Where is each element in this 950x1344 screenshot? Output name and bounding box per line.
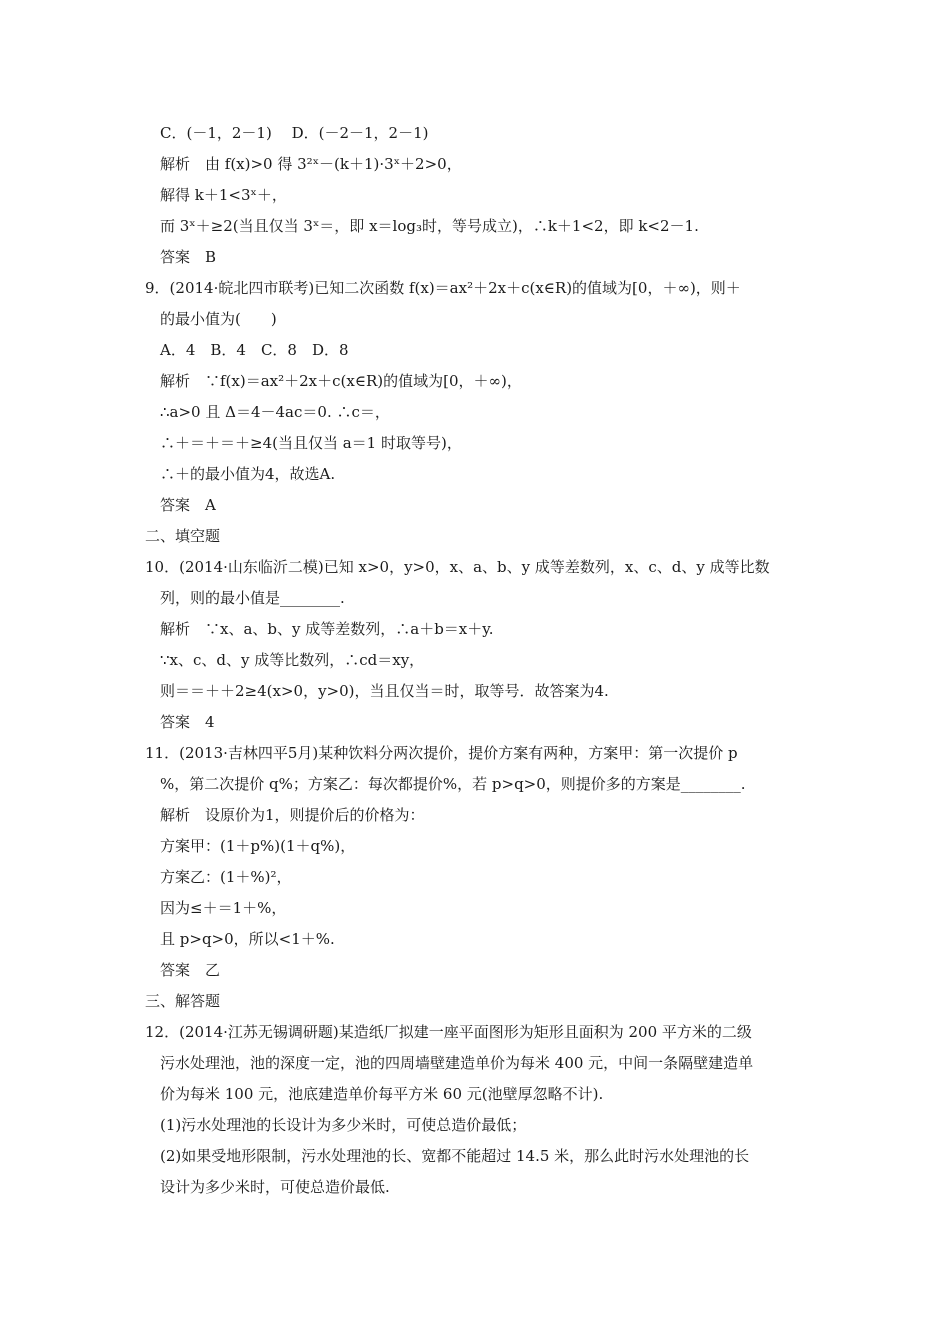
answer-line: 答案 B: [160, 248, 217, 266]
solution-line: 方案乙：(1＋%)²，: [160, 868, 292, 886]
section-heading: 三、解答题: [145, 992, 221, 1010]
solution-line: 因为≤＋＝1＋%，: [160, 899, 287, 917]
question-11-text: %，第二次提价 q%；方案乙：每次都提价%，若 p>q>0，则提价多的方案是________.: [160, 775, 746, 793]
solution-line: 则＝＝＋＋2≥4(x>0，y>0)，当且仅当＝时，取等号．故答案为4.: [160, 682, 609, 700]
section-heading: 二、填空题: [145, 527, 221, 545]
solution-line: 解析 ∵x、a、b、y 成等差数列，∴a＋b＝x＋y.: [160, 620, 494, 638]
question-9-text: 的最小值为( ): [160, 310, 277, 328]
question-12-part-2: (2)如果受地形限制，污水处理池的长、宽都不能超过 14.5 米，那么此时污水处理池的长: [160, 1147, 750, 1165]
solution-line: 方案甲：(1＋p%)(1＋q%)，: [160, 837, 356, 855]
question-12-text: 价为每米 100 元，池底建造单价每平方米 60 元(池壁厚忽略不计).: [160, 1085, 604, 1103]
solution-line: 解得 k＋1<3ˣ＋，: [160, 186, 287, 204]
solution-line: ∴＋的最小值为4，故选A.: [160, 465, 336, 483]
option-line-c-d: C．(－1，2－1) D．(－2－1，2－1): [160, 124, 429, 142]
question-12-text: 12．(2014·江苏无锡调研题)某造纸厂拟建一座平面图形为矩形且面积为 200 平方米的二级: [145, 1023, 752, 1041]
solution-line: ∴＋＝＋＝＋≥4(当且仅当 a＝1 时取等号)，: [160, 434, 462, 452]
question-9-text: 9．(2014·皖北四市联考)已知二次函数 f(x)＝ax²＋2x＋c(x∈R)的值域为[0，＋∞)，则＋: [145, 279, 741, 297]
question-9-options: A．4 B．4 C．8 D．8: [160, 341, 349, 359]
solution-line: ∵x、c、d、y 成等比数列，∴cd＝xy，: [160, 651, 425, 669]
solution-line: 而 3ˣ＋≥2(当且仅当 3ˣ＝，即 x＝log₃时，等号成立)，∴k＋1<2，即 k<2－1.: [160, 217, 699, 235]
solution-line: 解析 由 f(x)>0 得 3²ˣ－(k＋1)·3ˣ＋2>0，: [160, 155, 462, 173]
question-10-text: 10．(2014·山东临沂二模)已知 x>0，y>0，x、a、b、y 成等差数列，x、c、d、y 成等比数: [145, 558, 770, 576]
answer-line: 答案 乙: [160, 961, 221, 979]
answer-line: 答案 A: [160, 496, 216, 514]
question-12-text: 污水处理池，池的深度一定，池的四周墙壁建造单价为每米 400 元，中间一条隔壁建造单: [160, 1054, 754, 1072]
solution-line: 且 p>q>0，所以<1＋%.: [160, 930, 335, 948]
solution-line: 解析 设原价为1，则提价后的价格为：: [160, 806, 425, 824]
question-10-text: 列，则的最小值是________.: [160, 589, 345, 607]
solution-line: 解析 ∵f(x)＝ax²＋2x＋c(x∈R)的值域为[0，＋∞)，: [160, 372, 522, 390]
solution-line: ∴a>0 且 Δ＝4－4ac＝0. ∴c＝，: [160, 403, 390, 421]
answer-line: 答案 4: [160, 713, 215, 731]
question-12-part-2: 设计为多少米时，可使总造价最低.: [160, 1178, 390, 1196]
question-11-text: 11．(2013·吉林四平5月)某种饮料分两次提价，提价方案有两种，方案甲：第一次提价 p: [145, 744, 738, 762]
question-12-part-1: (1)污水处理池的长设计为多少米时，可使总造价最低；: [160, 1116, 527, 1134]
